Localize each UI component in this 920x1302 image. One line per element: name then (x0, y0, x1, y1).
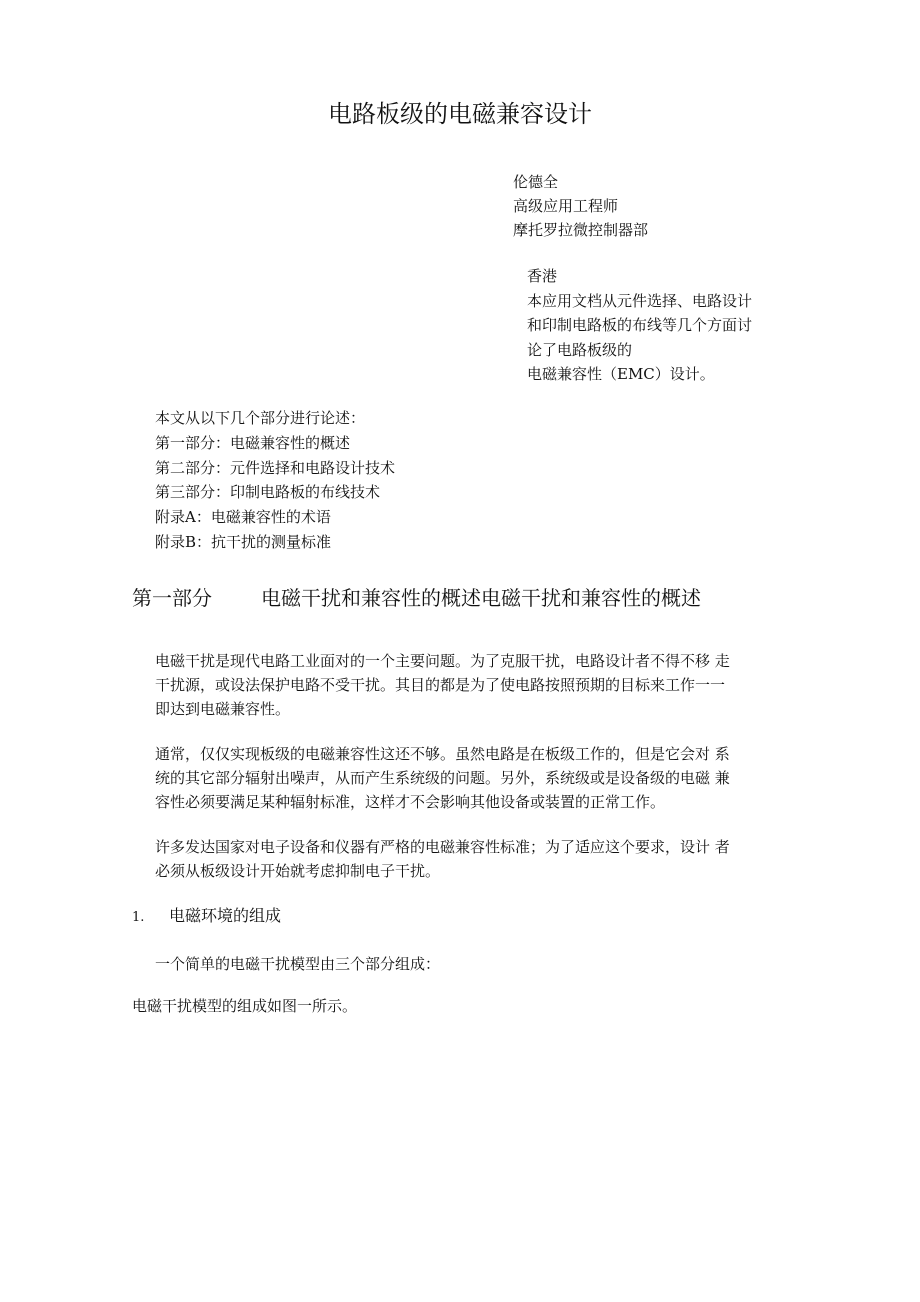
paragraph-line: 统的其它部分辐射出噪声，从而产生系统级的问题。另外，系统级或是设备级的电磁 兼 (155, 769, 730, 787)
toc-item: 第三部分：印制电路板的布线技术 (155, 483, 381, 502)
body-paragraph (155, 742, 795, 814)
subsection-title: 电磁环境的组成 (169, 906, 282, 925)
body-paragraph (155, 649, 795, 721)
paragraph-line: 必须从板级设计开始就考虑抑制电子干扰。 (155, 862, 441, 880)
paragraph-line: 干扰源，或设法保护电路不受干扰。其目的都是为了使电路按照预期的目标来工作一一 (155, 676, 726, 694)
abstract-line: 和印制电路板的布线等几个方面讨 (527, 316, 753, 334)
abstract-line: 香港 (527, 267, 558, 285)
paragraph-line: 电磁干扰是现代电路工业面对的一个主要问题。为了克服干扰，电路设计者不得不移 走 (155, 652, 730, 670)
toc-item: 附录A：电磁兼容性的术语 (155, 508, 331, 527)
table-of-contents (155, 406, 395, 555)
author-block (513, 170, 648, 242)
author-organization: 摩托罗拉微控制器部 (513, 221, 649, 239)
toc-item: 第二部分：元件选择和电路设计技术 (155, 458, 396, 477)
toc-item: 第一部分：电磁兼容性的概述 (155, 433, 351, 452)
author-name: 伦德全 (513, 173, 559, 191)
figure-reference: 电磁干扰模型的组成如图一所示。 (132, 997, 358, 1015)
abstract-line: 本应用文档从元件选择、电路设计 (527, 291, 753, 310)
subsection-heading (132, 903, 281, 931)
abstract-line: 论了电路板级的 (527, 340, 633, 359)
body-paragraph (155, 835, 795, 883)
abstract-block (527, 264, 827, 387)
section-title: 电磁干扰和兼容性的概述电磁干扰和兼容性的概述 (261, 586, 701, 610)
paragraph-line: 许多发达国家对电子设备和仪器有严格的电磁兼容性标准；为了适应这个要求，设计 者 (155, 838, 730, 856)
subsection-number: 1. (132, 910, 145, 925)
toc-intro: 本文从以下几个部分进行论述： (155, 409, 366, 427)
section-number: 第一部分 (132, 586, 212, 610)
author-position: 高级应用工程师 (513, 197, 619, 215)
paragraph-line: 通常，仅仅实现板级的电磁兼容性这还不够。虽然电路是在板级工作的，但是它会对 系 (155, 745, 730, 763)
toc-item: 附录B：抗干扰的测量标准 (155, 532, 332, 551)
model-description: 一个简单的电磁干扰模型由三个部分组成： (155, 955, 441, 973)
abstract-line: 电磁兼容性（EMC）设计。 (527, 365, 715, 383)
document-title: 电路板级的电磁兼容设计 (328, 100, 592, 128)
paragraph-line: 容性必须要满足某种辐射标准，这样才不会影响其他设备或装置的正常工作。 (155, 793, 666, 811)
section-heading (132, 583, 701, 613)
paragraph-line: 即达到电磁兼容性。 (155, 700, 291, 718)
